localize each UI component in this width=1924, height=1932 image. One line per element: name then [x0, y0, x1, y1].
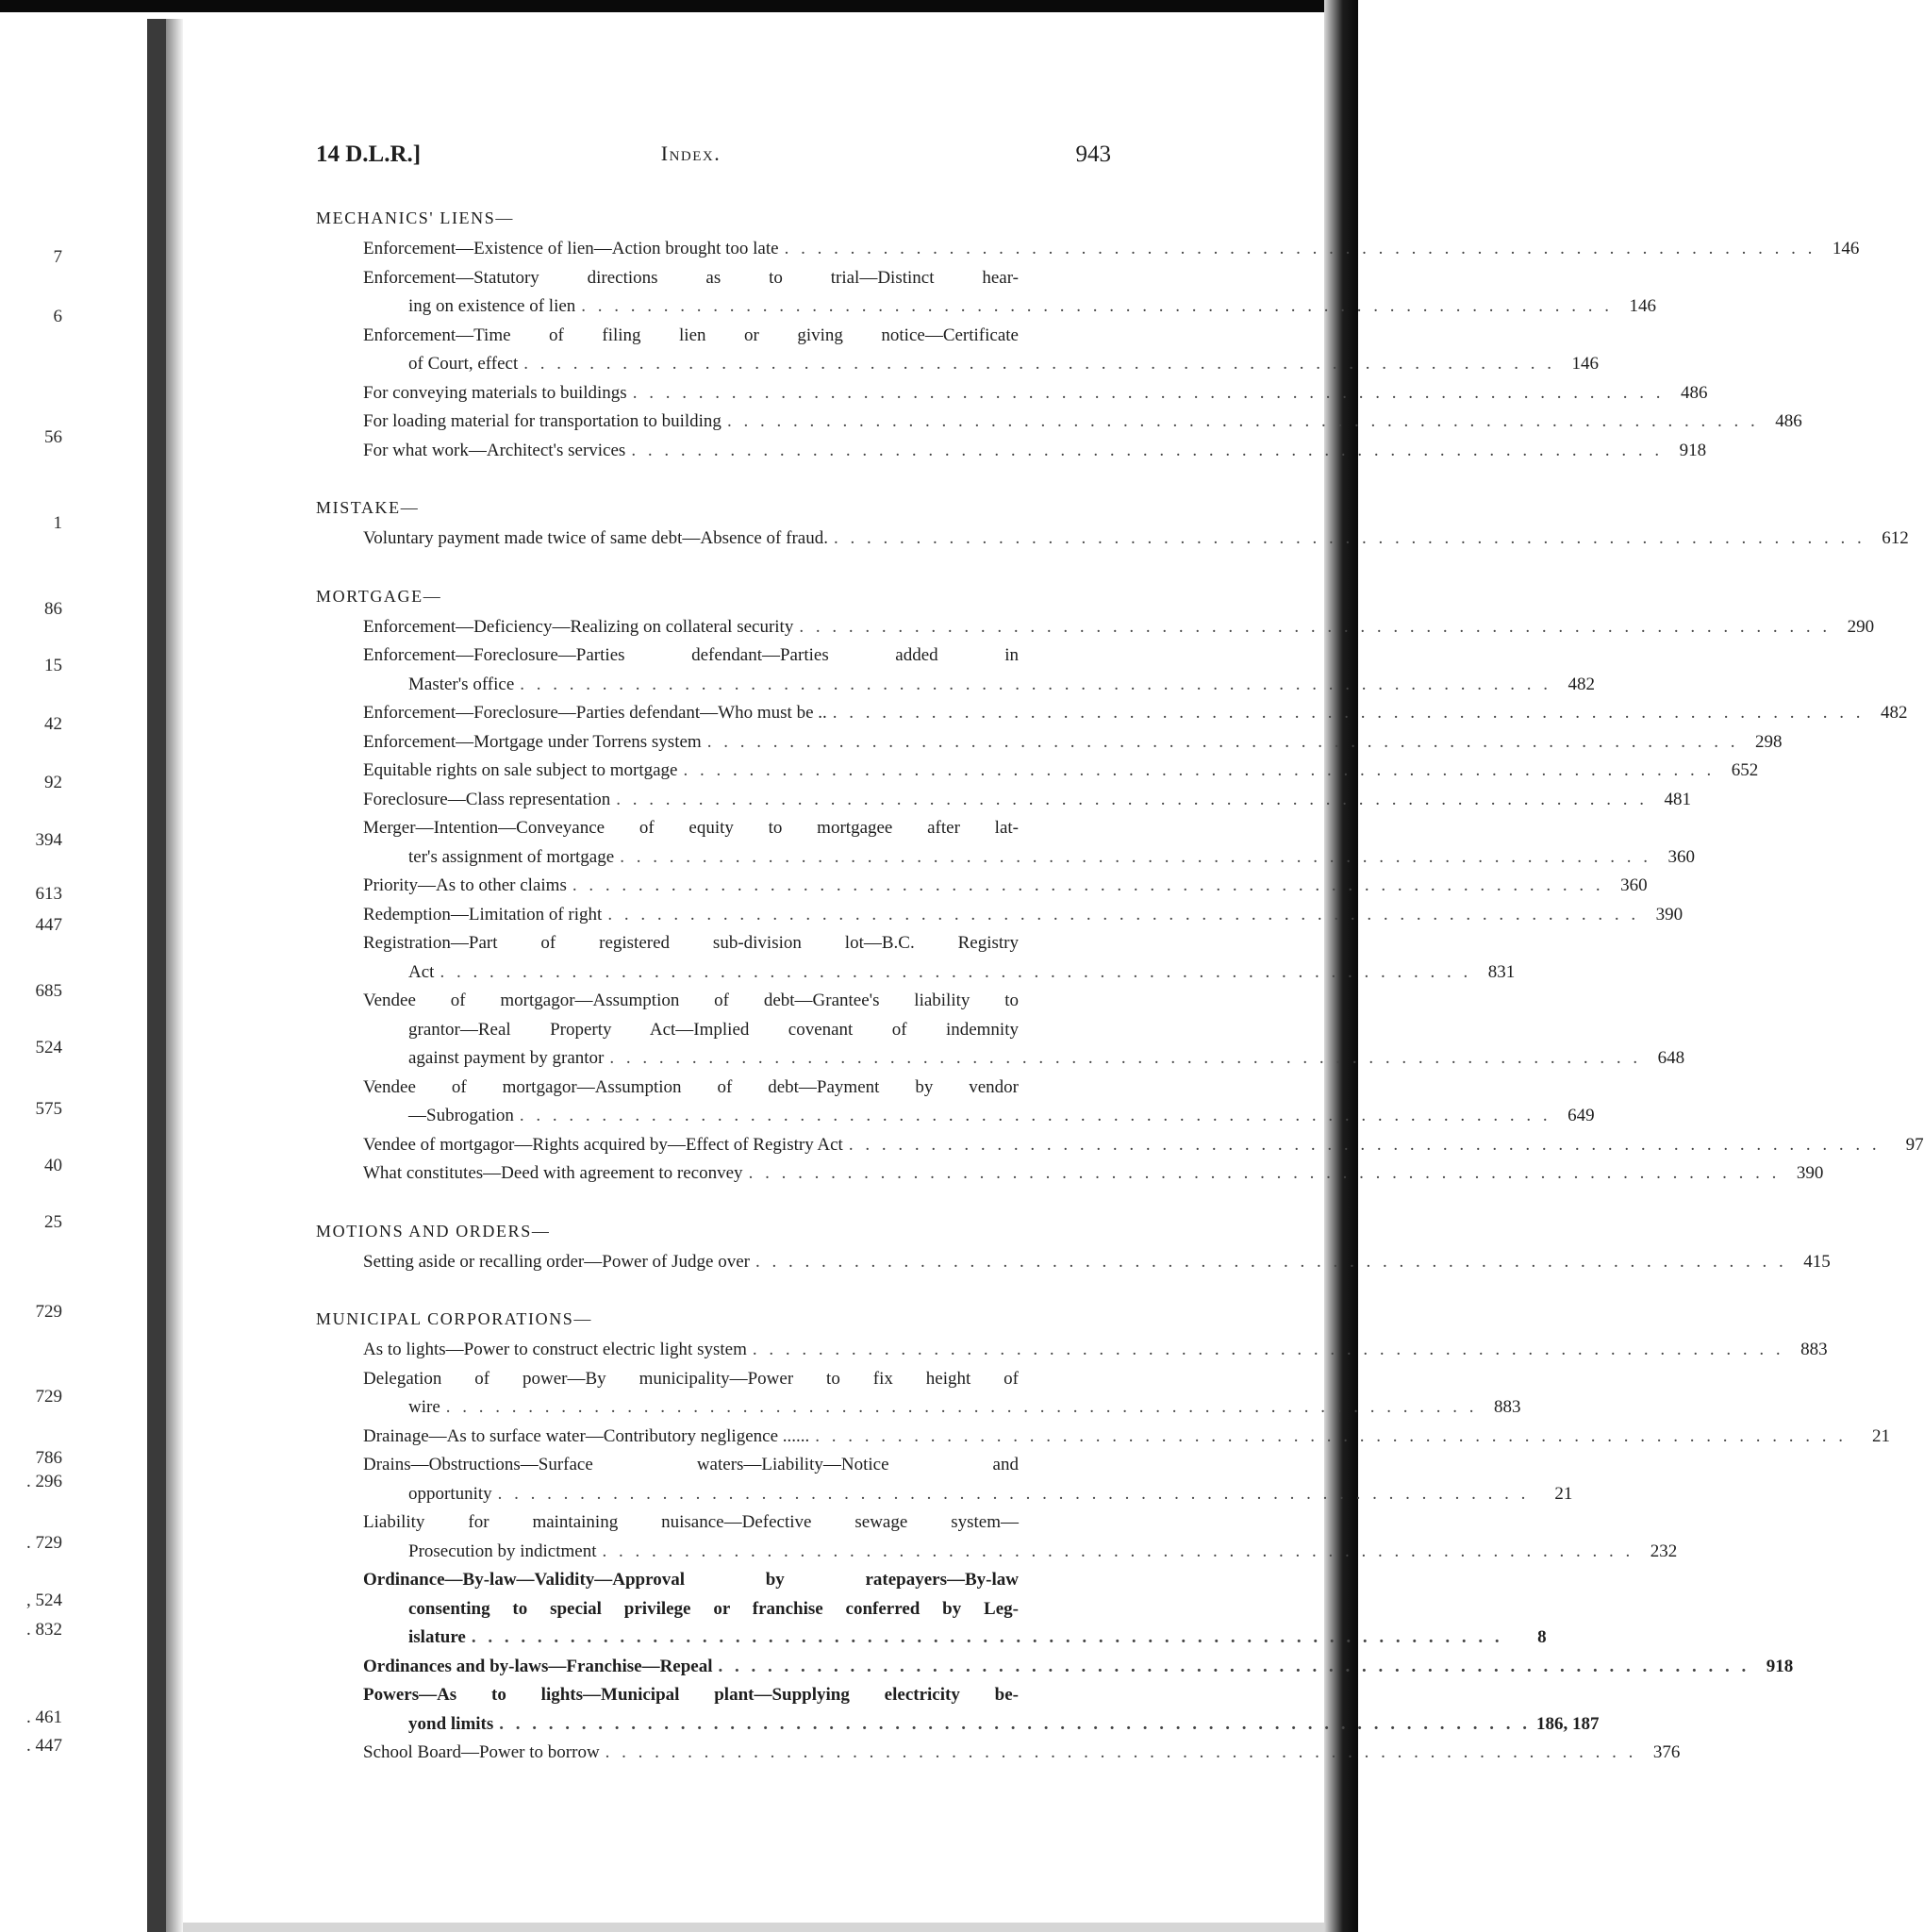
- previous-page-margin: [0, 0, 145, 1932]
- page-bottom-edge: [183, 1923, 1324, 1932]
- entry-text: Enforcement—Foreclosure—Parties defendant—Who must be ..: [363, 703, 827, 723]
- entry-page-reference: 21: [1554, 1483, 1573, 1504]
- binding-shadow: [166, 19, 183, 1932]
- index-entry: [363, 613, 1875, 642]
- index-section: [316, 1219, 1831, 1277]
- entry-page-reference: 232: [1650, 1541, 1678, 1561]
- dot-leader: . . . . . . . . . . . . . . . . . . . . . . . . . . . . . . . . . . . . . . . . . . . . . . . . . . . . . . . . . . . . . . .: [784, 239, 1816, 258]
- entry-text: Delegation of power—By municipality—Power to fix height of: [363, 1368, 1019, 1389]
- dot-leader: . . . . . . . . . . . . . . . . . . . . . . . . . . . . . . . . . . . . . . . . . . . . . . . . . . . . . . . . . . . . . . .: [572, 875, 1604, 895]
- entry-line: [363, 1451, 1066, 1480]
- entry-line: [363, 699, 1908, 728]
- dot-leader: . . . . . . . . . . . . . . . . . . . . . . . . . . . . . . . . . . . . . . . . . . . . . . . . . . . . . . . . . . . . . . .: [632, 382, 1665, 403]
- entry-line: [363, 814, 1066, 843]
- index-sections: [316, 206, 1924, 1768]
- entry-line: [363, 525, 1909, 554]
- margin-page-number: . 447: [26, 1736, 62, 1756]
- entry-line: [363, 235, 1860, 264]
- volume-reference: 14 D.L.R.]: [316, 142, 422, 167]
- dot-leader: . . . . . . . . . . . . . . . . . . . . . . . . . . . . . . . . . . . . . . . . . . . . . . . . . . . . . . . . . . . . . . .: [815, 1425, 1848, 1446]
- entry-line: [363, 1131, 1924, 1160]
- margin-page-number: 40: [44, 1156, 62, 1175]
- entry-line: [363, 641, 1066, 671]
- entry-text: grantor—Real Property Act—Implied covenant of indemnity: [408, 1019, 1019, 1040]
- entry-page-reference: 481: [1664, 789, 1691, 809]
- entry-line: [363, 929, 1066, 958]
- dot-leader: . . . . . . . . . . . . . . . . . . . . . . . . . . . . . . . . . . . . . . . . . . . . . . . . . . . . . . . . . . . . . . .: [631, 440, 1664, 460]
- entry-page-reference: 831: [1487, 961, 1516, 982]
- entry-page-reference: 649: [1567, 1106, 1595, 1125]
- entry-text: wire: [408, 1397, 440, 1417]
- index-entry: [363, 1681, 1600, 1739]
- dot-leader: . . . . . . . . . . . . . . . . . . . . . . . . . . . . . . . . . . . . . . . . . . . . . . . . . . . . . . . . . . . . . . .: [581, 296, 1614, 316]
- entry-line: [363, 1102, 1595, 1131]
- entry-line: [363, 1480, 1573, 1509]
- entry-line: [363, 843, 1695, 873]
- dot-leader: . . . . . . . . . . . . . . . . . . . . . . . . . . . . . . . . . . . . . . . . . . . . . . . . . . . . . . . . . . . . . . .: [499, 1713, 1532, 1734]
- entry-line: [363, 1566, 1066, 1595]
- entry-text: Ordinance—By-law—Validity—Approval by ratepayers—By-law: [363, 1570, 1019, 1590]
- entry-text: As to lights—Power to construct electric light system: [363, 1340, 747, 1359]
- index-entry: [363, 1739, 1681, 1768]
- index-entry: [363, 728, 1783, 758]
- margin-page-number: 394: [35, 830, 62, 850]
- dot-leader: . . . . . . . . . . . . . . . . . . . . . . . . . . . . . . . . . . . . . . . . . . . . . . . . . . . . . . . . . . . . . . .: [520, 674, 1552, 694]
- dot-leader: . . . . . . . . . . . . . . . . . . . . . . . . . . . . . . . . . . . . . . . . . . . . . . . . . . . . . . . . . . . . . . .: [445, 1397, 1478, 1417]
- entry-line: [363, 757, 1759, 786]
- entry-line: [363, 1538, 1678, 1567]
- margin-page-number: 524: [35, 1038, 62, 1058]
- entry-line: [363, 872, 1648, 901]
- margin-page-number: 729: [35, 1302, 62, 1322]
- entry-line: [363, 1508, 1066, 1538]
- dot-leader: . . . . . . . . . . . . . . . . . . . . . . . . . . . . . . . . . . . . . . . . . . . . . . . . . . . . . . . . . . . . . . .: [832, 703, 1865, 723]
- index-entry: [363, 264, 1657, 322]
- index-entry: [363, 814, 1695, 872]
- entry-text: against payment by grantor: [408, 1048, 605, 1068]
- entry-page-reference: 883: [1494, 1397, 1521, 1417]
- entry-page-reference: 290: [1847, 616, 1875, 637]
- margin-page-number: 92: [44, 773, 62, 792]
- entry-page-reference: 486: [1775, 411, 1802, 431]
- entry-page-reference: 376: [1652, 1742, 1681, 1762]
- margin-page-number: 7: [53, 247, 62, 267]
- entry-line: [363, 1595, 1066, 1624]
- entry-page-reference: 482: [1567, 674, 1596, 694]
- margin-page-number: . 296: [26, 1472, 62, 1491]
- entry-page-reference: 360: [1620, 875, 1648, 895]
- entry-line: [363, 322, 1066, 351]
- entry-page-reference: 415: [1803, 1251, 1831, 1272]
- entry-page-reference: 652: [1731, 760, 1759, 780]
- entry-page-reference: 146: [1832, 239, 1860, 258]
- entry-text: Equitable rights on sale subject to mortgage: [363, 760, 678, 780]
- entry-page-reference: 612: [1882, 528, 1909, 548]
- entry-line: [363, 613, 1875, 642]
- entry-page-reference: 360: [1667, 846, 1695, 867]
- entry-text: ter's assignment of mortgage: [408, 846, 615, 867]
- section-heading: MUNICIPAL CORPORATIONS—: [316, 1309, 593, 1328]
- entry-line: [363, 350, 1599, 379]
- entry-line: [363, 1393, 1521, 1423]
- entry-text: islature: [408, 1627, 466, 1647]
- index-entry: [363, 1159, 1824, 1189]
- dot-leader: . . . . . . . . . . . . . . . . . . . . . . . . . . . . . . . . . . . . . . . . . . . . . . . . . . . . . . . . . . . . . . .: [683, 760, 1716, 780]
- entry-line: [363, 292, 1657, 322]
- entry-text: Vendee of mortgagor—Rights acquired by—Effect of Registry Act: [363, 1134, 843, 1155]
- entry-text: Enforcement—Time of filing lien or giving notice—Certificate: [363, 325, 1019, 345]
- dot-leader: . . . . . . . . . . . . . . . . . . . . . . . . . . . . . . . . . . . . . . . . . . . . . . . . . . . . . . . . . . . . . . .: [523, 354, 1555, 374]
- entry-text: Powers—As to lights—Municipal plant—Supplying electricity be-: [363, 1685, 1019, 1705]
- index-entry: [363, 757, 1759, 786]
- entry-line: [363, 1739, 1681, 1768]
- entry-text: opportunity: [408, 1483, 492, 1504]
- entry-line: [363, 1681, 1066, 1710]
- entry-page-reference: 883: [1800, 1340, 1828, 1359]
- margin-page-number: . 832: [26, 1620, 62, 1640]
- index-entry: [363, 1653, 1794, 1682]
- entry-text: For conveying materials to buildings: [363, 382, 627, 403]
- section-heading: MOTIONS AND ORDERS—: [316, 1221, 551, 1241]
- entry-line: [363, 1044, 1685, 1074]
- entry-line: [363, 437, 1707, 466]
- index-entry: [363, 872, 1648, 901]
- entry-line: [363, 1336, 1828, 1365]
- entry-text: consenting to special privilege or franchise conferred by Leg-: [408, 1598, 1019, 1619]
- entry-line: [363, 1159, 1824, 1189]
- dot-leader: . . . . . . . . . . . . . . . . . . . . . . . . . . . . . . . . . . . . . . . . . . . . . . . . . . . . . . . . . . . . . . .: [726, 411, 1759, 431]
- entry-text: Drainage—As to surface water—Contributory negligence ......: [363, 1425, 810, 1446]
- entry-page-reference: 21: [1872, 1425, 1891, 1446]
- entry-line: [363, 987, 1066, 1016]
- index-entry: [363, 235, 1860, 264]
- index-entry: [363, 786, 1691, 815]
- margin-page-number: 15: [44, 656, 62, 675]
- dot-leader: . . . . . . . . . . . . . . . . . . . . . . . . . . . . . . . . . . . . . . . . . . . . . . . . . . . . . . . . . . . . . . .: [799, 616, 1832, 637]
- entry-line: [363, 901, 1684, 930]
- margin-page-number: . 729: [26, 1533, 62, 1553]
- entry-text: Vendee of mortgagor—Assumption of debt—Grantee's liability to: [363, 991, 1019, 1010]
- entry-line: [363, 671, 1596, 700]
- index-entry: [363, 901, 1684, 930]
- entry-text: Priority—As to other claims: [363, 875, 567, 895]
- entry-line: [363, 264, 1066, 293]
- section-heading: MISTAKE—: [316, 498, 420, 517]
- index-entry: [363, 1131, 1924, 1160]
- entry-page-reference: 918: [1766, 1656, 1794, 1676]
- entry-line: [363, 1365, 1066, 1394]
- entry-text: Registration—Part of registered sub-division lot—B.C. Registry: [363, 933, 1019, 953]
- entry-text: Redemption—Limitation of right: [363, 904, 603, 924]
- entry-line: [363, 1710, 1600, 1740]
- scan-top-edge: [0, 0, 1358, 12]
- dot-leader: . . . . . . . . . . . . . . . . . . . . . . . . . . . . . . . . . . . . . . . . . . . . . . . . . . . . . . . . . . . . . . .: [748, 1163, 1781, 1183]
- index-entry: [363, 322, 1599, 379]
- index-entry: [363, 929, 1516, 987]
- margin-page-number: 447: [35, 915, 62, 935]
- entry-line: [363, 728, 1783, 758]
- section-heading: MORTGAGE—: [316, 586, 442, 606]
- entry-page-reference: 298: [1754, 731, 1783, 752]
- entry-text: For what work—Architect's services: [363, 440, 626, 460]
- entry-text: Ordinances and by-laws—Franchise—Repeal: [363, 1656, 713, 1676]
- entry-text: For loading material for transportation to building: [363, 411, 722, 431]
- margin-page-number: 613: [35, 884, 62, 904]
- index-page: [316, 142, 1924, 1798]
- entry-text: Vendee of mortgagor—Assumption of debt—Payment by vendor: [363, 1076, 1019, 1097]
- dot-leader: . . . . . . . . . . . . . . . . . . . . . . . . . . . . . . . . . . . . . . . . . . . . . . . . . . . . . . . . . . . . . . .: [602, 1541, 1634, 1561]
- entry-page-reference: 146: [1629, 296, 1657, 316]
- entry-page-reference: 97: [1905, 1134, 1924, 1155]
- index-entry: [363, 437, 1707, 466]
- entry-text: Voluntary payment made twice of same debt—Absence of fraud.: [363, 528, 828, 548]
- dot-leader: . . . . . . . . . . . . . . . . . . . . . . . . . . . . . . . . . . . . . . . . . . . . . . . . . . . . . . . . . . . . . . .: [718, 1656, 1750, 1676]
- entry-text: Drains—Obstructions—Surface waters—Liability—Notice and: [363, 1455, 1019, 1474]
- entry-text: Enforcement—Foreclosure—Parties defendant—Parties added in: [363, 645, 1019, 665]
- dot-leader: . . . . . . . . . . . . . . . . . . . . . . . . . . . . . . . . . . . . . . . . . . . . . . . . . . . . . . . . . . . . . . .: [616, 789, 1648, 809]
- index-section: [316, 1307, 1891, 1768]
- entry-text: Foreclosure—Class representation: [363, 789, 611, 809]
- entry-text: yond limits: [408, 1713, 494, 1734]
- dot-leader: . . . . . . . . . . . . . . . . . . . . . . . . . . . . . . . . . . . . . . . . . . . . . . . . . . . . . . . . . . . . . . .: [609, 1048, 1642, 1068]
- index-entry: [363, 1248, 1831, 1277]
- index-entry: [363, 987, 1685, 1074]
- section-heading: MECHANICS' LIENS—: [316, 208, 514, 227]
- entry-line: [363, 786, 1691, 815]
- entry-text: Enforcement—Existence of lien—Action brought too late: [363, 239, 779, 258]
- dot-leader: . . . . . . . . . . . . . . . . . . . . . . . . . . . . . . . . . . . . . . . . . . . . . . . . . . . . . . . . . . . . . . .: [519, 1106, 1551, 1125]
- index-entry: [363, 525, 1909, 554]
- margin-page-number: 86: [44, 599, 62, 619]
- margin-page-number: , 524: [26, 1591, 62, 1610]
- entry-text: —Subrogation: [408, 1106, 514, 1125]
- entry-text: What constitutes—Deed with agreement to reconvey: [363, 1163, 743, 1183]
- index-entry: [363, 1365, 1521, 1423]
- index-section: [316, 584, 1924, 1189]
- margin-page-number: 729: [35, 1387, 62, 1407]
- entry-page-reference: 8: [1537, 1627, 1547, 1647]
- dot-leader: . . . . . . . . . . . . . . . . . . . . . . . . . . . . . . . . . . . . . . . . . . . . . . . . . . . . . . . . . . . . . . .: [706, 731, 1739, 752]
- dot-leader: . . . . . . . . . . . . . . . . . . . . . . . . . . . . . . . . . . . . . . . . . . . . . . . . . . . . . . . . . . . . . . .: [471, 1627, 1503, 1647]
- binding-gutter: [147, 19, 166, 1932]
- dot-leader: . . . . . . . . . . . . . . . . . . . . . . . . . . . . . . . . . . . . . . . . . . . . . . . . . . . . . . . . . . . . . . .: [605, 1742, 1637, 1762]
- entry-page-reference: 918: [1679, 440, 1707, 460]
- entry-text: ing on existence of lien: [408, 296, 576, 316]
- index-entry: [363, 1074, 1595, 1131]
- entry-line: [363, 1248, 1831, 1277]
- dot-leader: . . . . . . . . . . . . . . . . . . . . . . . . . . . . . . . . . . . . . . . . . . . . . . . . . . . . . . . . . . . . . . .: [607, 904, 1640, 924]
- index-section: [316, 495, 1909, 554]
- entry-text: of Court, effect: [408, 354, 519, 374]
- entry-text: Liability for maintaining nuisance—Defective sewage system—: [363, 1512, 1019, 1532]
- index-entry: [363, 1508, 1678, 1566]
- entry-page-reference: 390: [1655, 904, 1684, 924]
- index-entry: [363, 1423, 1891, 1452]
- dot-leader: . . . . . . . . . . . . . . . . . . . . . . . . . . . . . . . . . . . . . . . . . . . . . . . . . . . . . . . . . . . . . . .: [440, 961, 1472, 982]
- entry-line: [363, 1016, 1066, 1045]
- entry-text: Enforcement—Deficiency—Realizing on collateral security: [363, 616, 794, 637]
- entry-page-reference: 648: [1657, 1048, 1685, 1068]
- page-title: Index.: [660, 142, 722, 165]
- entry-text: Prosecution by indictment: [408, 1541, 597, 1561]
- entry-text: Enforcement—Mortgage under Torrens system: [363, 731, 702, 752]
- margin-page-number: 6: [53, 307, 62, 326]
- dot-leader: . . . . . . . . . . . . . . . . . . . . . . . . . . . . . . . . . . . . . . . . . . . . . . . . . . . . . . . . . . . . . . .: [755, 1251, 1787, 1272]
- index-entry: [363, 1451, 1573, 1508]
- index-entry: [363, 1336, 1828, 1365]
- entry-line: [363, 408, 1802, 437]
- index-entry: [363, 408, 1802, 437]
- entry-line: [363, 379, 1708, 408]
- dot-leader: . . . . . . . . . . . . . . . . . . . . . . . . . . . . . . . . . . . . . . . . . . . . . . . . . . . . . . . . . . . . . . .: [848, 1134, 1881, 1155]
- entry-text: Enforcement—Statutory directions as to trial—Distinct hear-: [363, 267, 1019, 288]
- margin-page-number: 42: [44, 714, 62, 734]
- index-section: [316, 206, 1860, 465]
- entry-page-reference: 186, 187: [1536, 1713, 1600, 1734]
- margin-page-number: 575: [35, 1099, 62, 1119]
- entry-line: [363, 1653, 1794, 1682]
- dot-leader: . . . . . . . . . . . . . . . . . . . . . . . . . . . . . . . . . . . . . . . . . . . . . . . . . . . . . . . . . . . . . . .: [833, 528, 1866, 548]
- entry-page-reference: 486: [1680, 382, 1708, 403]
- entry-page-reference: 482: [1881, 703, 1908, 723]
- margin-page-number: . 461: [26, 1707, 62, 1727]
- entry-line: [363, 1074, 1066, 1103]
- page-number: 943: [1075, 142, 1111, 167]
- entry-page-reference: 390: [1796, 1163, 1824, 1183]
- entry-text: School Board—Power to borrow: [363, 1742, 600, 1762]
- margin-page-number: 25: [44, 1212, 62, 1232]
- index-entry: [363, 1566, 1547, 1653]
- entry-text: Act: [408, 961, 435, 982]
- margin-page-number: 56: [44, 427, 62, 447]
- index-entry: [363, 379, 1708, 408]
- margin-page-number: 1: [53, 513, 62, 533]
- entry-text: Merger—Intention—Conveyance of equity to mortgagee after lat-: [363, 818, 1019, 838]
- dot-leader: . . . . . . . . . . . . . . . . . . . . . . . . . . . . . . . . . . . . . . . . . . . . . . . . . . . . . . . . . . . . . . .: [620, 846, 1651, 867]
- running-header: [316, 142, 1111, 179]
- entry-line: [363, 958, 1516, 988]
- entry-line: [363, 1423, 1891, 1452]
- dot-leader: . . . . . . . . . . . . . . . . . . . . . . . . . . . . . . . . . . . . . . . . . . . . . . . . . . . . . . . . . . . . . . .: [497, 1483, 1530, 1504]
- index-entry: [363, 641, 1596, 699]
- entry-text: Master's office: [408, 674, 515, 694]
- margin-page-number: 786: [35, 1448, 62, 1468]
- dot-leader: . . . . . . . . . . . . . . . . . . . . . . . . . . . . . . . . . . . . . . . . . . . . . . . . . . . . . . . . . . . . . . .: [752, 1340, 1784, 1359]
- entry-line: [363, 1624, 1547, 1653]
- entry-page-reference: 146: [1571, 354, 1599, 374]
- entry-text: Setting aside or recalling order—Power of Judge over: [363, 1251, 750, 1272]
- index-entry: [363, 699, 1908, 728]
- margin-page-number: 685: [35, 981, 62, 1001]
